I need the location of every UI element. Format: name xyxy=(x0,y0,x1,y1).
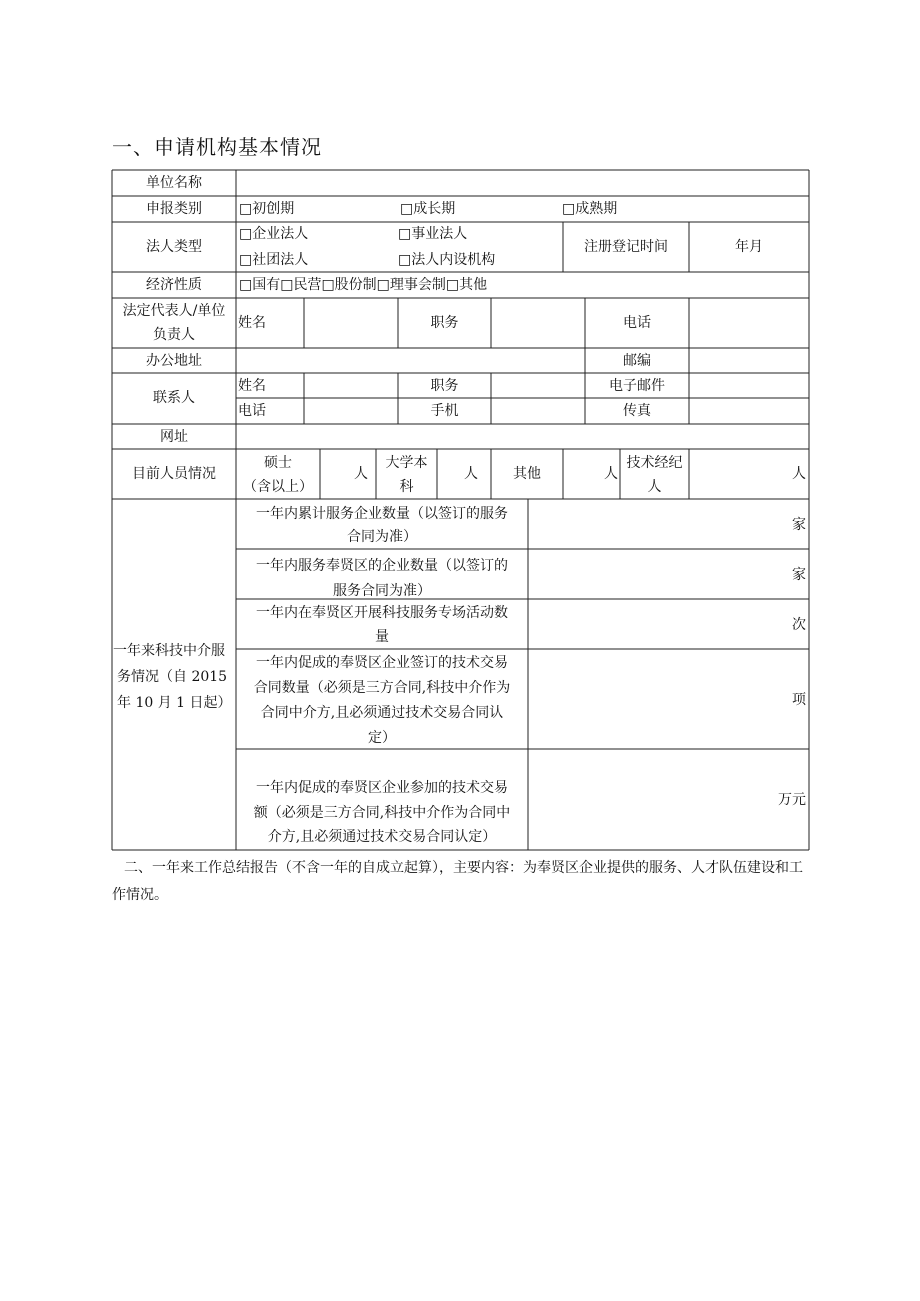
staff-label: 目前人员情况 xyxy=(132,466,216,482)
legal-rep-label-line1: 法定代表人/单位 xyxy=(122,303,226,319)
master-unit: 人 xyxy=(354,466,368,482)
legal-rep-name-label: 姓名 xyxy=(238,315,266,331)
service-item-3-line1: 一年内在奉贤区开展科技服务专场活动数 xyxy=(256,605,508,621)
legal-type-internal-checkbox[interactable]: □法人内设机构 xyxy=(398,252,496,268)
contact-name-label: 姓名 xyxy=(238,378,266,394)
office-label: 办公地址 xyxy=(146,353,202,369)
service-item-2-line2: 服务合同为准） xyxy=(333,583,431,598)
report-type-label: 申报类别 xyxy=(146,201,202,217)
contact-mobile-label: 手机 xyxy=(430,403,459,419)
section-two-text: 二、一年来工作总结报告（不含一年的自成立起算），主要内容：为奉贤区企业提供的服务、人才队伍建设和工作情况。 xyxy=(112,860,803,903)
service-item-3-line2: 量 xyxy=(375,629,389,645)
service-item-1-unit: 家 xyxy=(792,517,806,533)
other-label: 其他 xyxy=(513,466,541,482)
service-label-line3: 年 10 月 1 日起） xyxy=(117,695,232,711)
contact-phone-label: 电话 xyxy=(238,403,266,419)
legal-rep-label-line2: 负责人 xyxy=(153,327,195,343)
legal-type-label: 法人类型 xyxy=(146,239,202,255)
service-item-1-line2: 合同为准） xyxy=(347,529,417,545)
service-item-4-line2: 合同数量（必须是三方合同,科技中介作为 xyxy=(253,680,511,696)
service-item-2-unit: 家 xyxy=(792,567,806,583)
service-item-5-line1: 一年内促成的奉贤区企业参加的技术交易 xyxy=(256,780,508,796)
contact-label: 联系人 xyxy=(153,390,195,406)
service-item-3-unit: 次 xyxy=(792,617,806,633)
bachelor-label-line1: 大学本 xyxy=(385,455,428,471)
reg-time-label: 注册登记时间 xyxy=(584,239,668,255)
broker-label-line2: 人 xyxy=(647,479,662,495)
service-item-1-line1: 一年内累计服务企业数量（以签订的服务 xyxy=(256,506,508,522)
legal-type-institution-checkbox[interactable]: □事业法人 xyxy=(398,226,468,242)
master-label-line2: （含以上） xyxy=(243,479,313,495)
service-item-4-line1: 一年内促成的奉贤区企业签订的技术交易 xyxy=(256,655,508,671)
service-item-4-unit: 项 xyxy=(792,692,806,708)
unit-name-label: 单位名称 xyxy=(146,175,202,191)
service-item-5-line2: 额（必须是三方合同,科技中介作为合同中 xyxy=(253,805,511,821)
postcode-label: 邮编 xyxy=(623,353,651,369)
service-item-5-unit: 万元 xyxy=(778,792,806,808)
service-item-4-line4: 定） xyxy=(368,730,396,746)
bachelor-unit: 人 xyxy=(464,466,478,482)
contact-position-label: 职务 xyxy=(430,378,459,394)
report-type-mature-checkbox[interactable]: □成熟期 xyxy=(562,201,618,217)
section-title: 一、申请机构基本情况 xyxy=(112,135,322,159)
contact-fax-label: 传真 xyxy=(623,403,651,419)
broker-unit: 人 xyxy=(792,466,806,482)
report-type-startup-checkbox[interactable]: □初创期 xyxy=(239,201,295,217)
econ-label: 经济性质 xyxy=(146,277,202,293)
service-item-4-line3: 合同中介方,且必须通过技术交易合同认 xyxy=(260,705,504,721)
legal-type-society-checkbox[interactable]: □社团法人 xyxy=(239,252,309,268)
service-label-line2: 务情况（自 2015 xyxy=(117,669,228,685)
legal-rep-position-label: 职务 xyxy=(430,315,459,331)
legal-rep-phone-label: 电话 xyxy=(623,315,651,331)
service-item-5-line3: 介方,且必须通过技术交易合同认定） xyxy=(267,829,497,845)
service-label-line1: 一年来科技中介服 xyxy=(113,643,225,659)
econ-options-checkboxes[interactable]: □国有□民营□股份制□理事会制□其他 xyxy=(239,277,488,293)
contact-email-label: 电子邮件 xyxy=(609,378,665,394)
other-unit: 人 xyxy=(604,466,618,482)
broker-label-line1: 技术经纪 xyxy=(626,455,683,471)
website-label: 网址 xyxy=(160,429,188,445)
service-item-2-line1: 一年内服务奉贤区的企业数量（以签订的 xyxy=(256,558,508,574)
legal-type-enterprise-checkbox[interactable]: □企业法人 xyxy=(239,226,309,242)
master-label-line1: 硕士 xyxy=(264,455,292,471)
bachelor-label-line2: 科 xyxy=(399,479,414,495)
reg-time-value[interactable]: 年月 xyxy=(735,239,763,255)
report-type-growth-checkbox[interactable]: □成长期 xyxy=(400,201,456,217)
